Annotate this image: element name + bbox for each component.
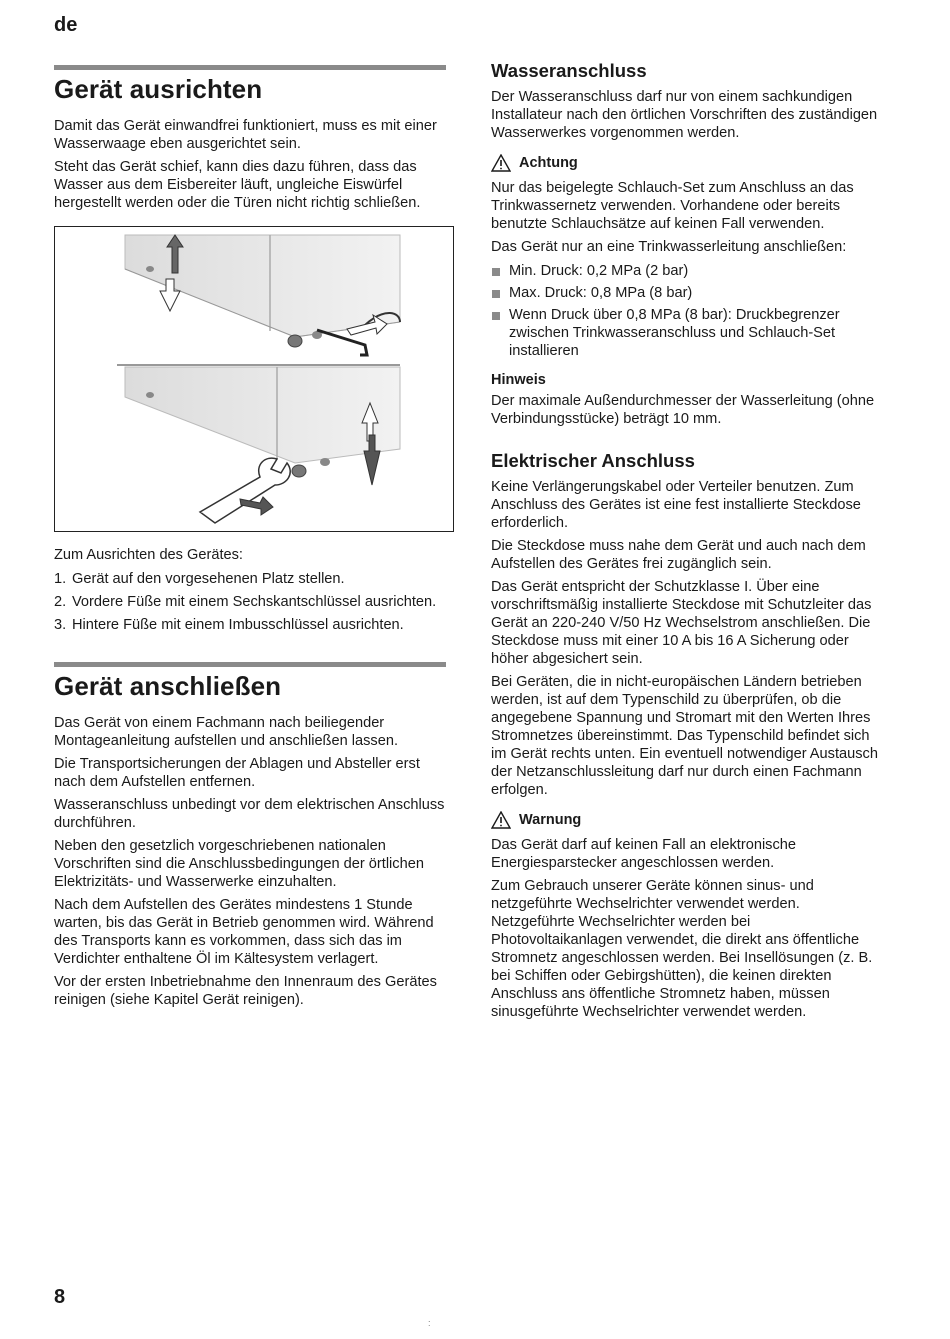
caution-heading [491, 154, 883, 172]
paragraph: Der maximale Außendurchmesser der Wasserleitung (ohne Verbindungsstücke) beträgt 10 mm. [491, 393, 875, 427]
paragraph: Steht das Gerät schief, kann dies dazu führen, dass das Wasser aus dem Eisbereiter läuft, ungleiche Eiswürfel hergestellt werden oder die Türen nicht richtig schließen. [54, 159, 421, 211]
steps-list [54, 570, 446, 634]
steps-intro: Zum Ausrichten des Gerätes: [54, 547, 243, 563]
right-column [491, 0, 883, 1026]
step-text: Vordere Füße mit einem Sechskantschlüssel ausrichten. [72, 594, 437, 610]
section-title-connect: Gerät anschließen [54, 671, 282, 701]
list-item [54, 593, 446, 611]
footer-mark: : [428, 1318, 431, 1328]
section-title-water: Wasseranschluss [491, 60, 647, 81]
paragraph: Zum Gebrauch unserer Geräte können sinus- und netzgeführte Wechselrichter verwendet werden. Netzgeführte Wechselrichter werden bei Photovoltaikanlagen verwendet, die direkt ans öffentliche Stromnetz angeschlossen werden. Bei Insellösungen (z. B. bei Schiffen oder Gebirgshütten), die keinen direkten Anschluss ans öffentliche Stromnetz haben, müssen sinusgeführte Wechselrichter verwendet werden. [491, 878, 873, 1020]
paragraph: Damit das Gerät einwandfrei funktioniert, muss es mit einer Wasserwaage eben ausgerichtet sein. [54, 118, 437, 152]
paragraph: Nur das beigelegte Schlauch-Set zum Anschluss an das Trinkwassernetz verwenden. Vorhandene oder bereits benutzte Schlauchsätze auf keinen Fall verwenden. [491, 180, 854, 232]
paragraph: Der Wasseranschluss darf nur von einem sachkundigen Installateur nach den örtlichen Vorschriften des zuständigen Wasserwerkes vorgenommen werden. [491, 89, 878, 141]
paragraph: Die Steckdose muss nahe dem Gerät und auch nach dem Aufstellen des Gerätes frei zugänglich sein. [491, 538, 866, 572]
paragraph: Das Gerät darf auf keinen Fall an elektronische Energiesparstecker angeschlossen werden. [491, 837, 797, 871]
section-rule [54, 662, 446, 667]
paragraph: Das Gerät von einem Fachmann nach beiliegender Montageanleitung aufstellen und anschließen lassen. [54, 715, 399, 749]
step-text: Gerät auf den vorgesehenen Platz stellen. [72, 571, 345, 587]
paragraph: Wasseranschluss unbedingt vor dem elektrischen Anschluss durchführen. [54, 797, 445, 831]
list-item [54, 616, 446, 634]
section-title-electric: Elektrischer Anschluss [491, 450, 695, 471]
language-tag: de [54, 14, 78, 36]
step-text: Hintere Füße mit einem Imbusschlüssel ausrichten. [72, 617, 404, 633]
note-heading: Hinweis [491, 372, 546, 388]
paragraph: Neben den gesetzlich vorgeschriebenen nationalen Vorschriften sind die Anschlussbedingungen der örtlichen Elektrizitäts- und Wasserwerke einzuhalten. [54, 838, 424, 890]
section-title-align: Gerät ausrichten [54, 74, 263, 104]
paragraph: Nach dem Aufstellen des Gerätes mindestens 1 Stunde warten, bis das Gerät in Betrieb genommen wird. Während des Transports kann es vorkommen, dass sich das im Verdichter enthaltene Öl im Kältesystem verlagert. [54, 897, 434, 967]
list-item: Max. Druck: 0,8 MPa (8 bar) [491, 284, 883, 302]
warning-triangle-icon [491, 811, 511, 829]
warning-triangle-icon [491, 154, 511, 172]
step-number: 1. [54, 571, 67, 587]
paragraph: Das Gerät entspricht der Schutzklasse I. Über eine vorschriftsmäßig installierte Steckdose mit Schutzleiter das Gerät an 220-240 V/50 Hz Wechselstrom anschließen. Die Steckdose muss mit einer 10 A bis 16 A Sicherung oder höher abgesichert sein. [491, 579, 872, 667]
list-item: Wenn Druck über 0,8 MPa (8 bar): Druckbegrenzer zwischen Trinkwasseranschluss und Schlauch-Set installieren [491, 306, 883, 360]
paragraph: Die Transportsicherungen der Ablagen und Absteller erst nach dem Aufstellen entfernen. [54, 756, 420, 790]
alignment-illustration [54, 226, 454, 532]
warning-heading [491, 811, 883, 829]
caution-label: Achtung [519, 155, 578, 171]
list-item [54, 570, 446, 588]
alignment-drawing [55, 227, 454, 532]
step-number: 2. [54, 594, 67, 610]
page-number: 8 [54, 1286, 66, 1308]
pressure-list [491, 262, 883, 360]
left-column [54, 0, 446, 1014]
section-rule [54, 65, 446, 70]
warning-label: Warnung [519, 812, 582, 828]
paragraph: Das Gerät nur an eine Trinkwasserleitung anschließen: [491, 239, 847, 255]
paragraph: Vor der ersten Inbetriebnahme den Innenraum des Gerätes reinigen (siehe Kapitel Gerät reinigen). [54, 974, 437, 1008]
step-number: 3. [54, 617, 67, 633]
list-item: Min. Druck: 0,2 MPa (2 bar) [491, 262, 883, 280]
paragraph: Keine Verlängerungskabel oder Verteiler benutzen. Zum Anschluss des Gerätes ist eine fest installierte Steckdose erforderlich. [491, 479, 861, 531]
paragraph: Bei Geräten, die in nicht-europäischen Ländern betrieben werden, ist auf dem Typenschild zu überprüfen, ob die angegebene Spannung und Stromart mit den Werten Ihres Stromnetzes übereinstimmt. Das Typenschild befindet sich im Gerät rechts unten. Ein eventuell notwendiger Austausch der Netzanschlussleitung darf nur durch einen Fachmann erfolgen. [491, 674, 878, 798]
